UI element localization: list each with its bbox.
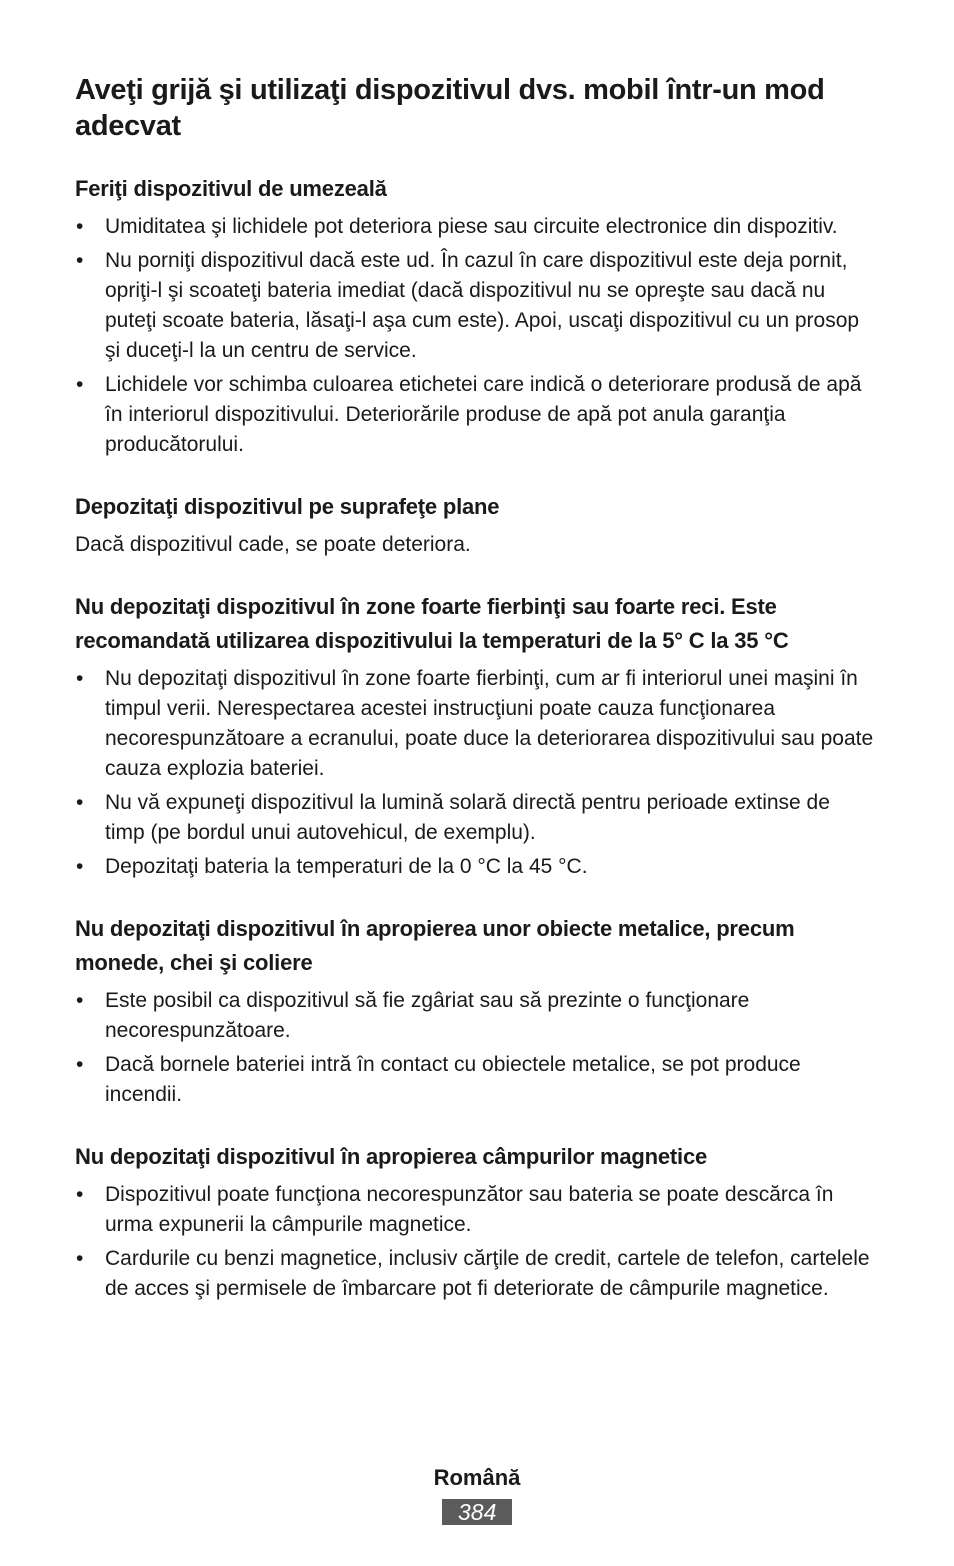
list-item xyxy=(75,788,875,848)
bullet-icon: • xyxy=(76,215,84,238)
bullet-icon: • xyxy=(76,989,84,1012)
list-item-text: Este posibil ca dispozitivul să fie zgâriat sau să prezinte o funcţionare necorespunzătoare. xyxy=(105,989,750,1042)
list-item xyxy=(75,1050,875,1110)
list-item xyxy=(75,212,875,242)
section-temperature xyxy=(75,590,875,882)
list-item-text: Nu vă expuneţi dispozitivul la lumină solară directă pentru perioade extinse de timp (pe bordul unui autovehicul, de exemplu). xyxy=(105,791,830,844)
bullet-icon: • xyxy=(76,791,84,814)
section-heading: Feriţi dispozitivul de umezeală xyxy=(75,176,387,201)
list-item-text: Nu depozitaţi dispozitivul în zone foarte fierbinţi, cum ar fi interiorul unei maşini în timpul verii. Nerespectarea acestei instrucţiuni poate cauza funcţionarea necorespunzătoare a ecranului, poate duce la deteriorarea dispozitivului sau poate cauza explozia bateriei. xyxy=(105,667,874,780)
bullet-icon: • xyxy=(76,249,84,272)
section-moisture xyxy=(75,172,875,460)
page-title: Aveţi grijă şi utilizaţi dispozitivul dvs. mobil într-un mod adecvat xyxy=(75,74,825,142)
list-item xyxy=(75,1244,875,1304)
list-item-text: Dacă bornele bateriei intră în contact cu obiectele metalice, se pot produce incendii. xyxy=(105,1053,801,1106)
list-item-text: Umiditatea şi lichidele pot deteriora piese sau circuite electronice din dispozitiv. xyxy=(105,215,838,238)
list-item xyxy=(75,664,875,784)
bullet-list xyxy=(75,212,875,460)
list-item-text: Cardurile cu benzi magnetice, inclusiv cărţile de credit, cartele de telefon, cartelele de acces şi permisele de îmbarcare pot fi deteriorate de câmpurile magnetice. xyxy=(105,1247,870,1300)
page-number: 384 xyxy=(442,1499,512,1525)
bullet-icon: • xyxy=(76,1183,84,1206)
language-label: Română xyxy=(433,1465,521,1490)
bullet-icon: • xyxy=(76,667,84,690)
section-metal-objects xyxy=(75,912,875,1110)
bullet-icon: • xyxy=(76,1053,84,1076)
bullet-list xyxy=(75,1180,875,1304)
section-heading: Nu depozitaţi dispozitivul în apropierea unor obiecte metalice, precum monede, chei şi coliere xyxy=(75,916,795,975)
list-item-text: Nu porniţi dispozitivul dacă este ud. În cazul în care dispozitivul este deja pornit, opriţi-l şi scoateţi bateria imediat (dacă dispozitivul nu se opreşte sau dacă nu puteţi scoate bateria, lăsaţi-l aşa cum este). Apoi, uscaţi dispozitivul cu un prosop şi duceţi-l la un centru de service. xyxy=(105,249,860,362)
list-item xyxy=(75,370,875,460)
page-footer xyxy=(0,1463,954,1525)
bullet-icon: • xyxy=(76,855,84,878)
list-item xyxy=(75,1180,875,1240)
list-item-text: Dispozitivul poate funcţiona necorespunzător sau bateria se poate descărca în urma expunerii la câmpurile magnetice. xyxy=(105,1183,834,1236)
bullet-icon: • xyxy=(76,1247,84,1270)
list-item xyxy=(75,986,875,1046)
section-heading: Nu depozitaţi dispozitivul în zone foarte fierbinţi sau foarte reci. Este recomandată utilizarea dispozitivului la temperaturi de la 5° C la 35 °C xyxy=(75,594,789,653)
list-item xyxy=(75,852,875,882)
page-content xyxy=(75,72,875,1308)
section-heading: Depozitaţi dispozitivul pe suprafeţe plane xyxy=(75,494,500,519)
list-item-text: Lichidele vor schimba culoarea etichetei care indică o deteriorare produsă de apă în interiorul dispozitivului. Deteriorările produse de apă pot anula garanţia producătorului. xyxy=(105,373,862,456)
section-text: Dacă dispozitivul cade, se poate deteriora. xyxy=(75,533,471,556)
list-item xyxy=(75,246,875,366)
list-item-text: Depozitaţi bateria la temperaturi de la 0 °C la 45 °C. xyxy=(105,855,588,878)
section-magnetic-fields xyxy=(75,1140,875,1304)
bullet-list xyxy=(75,664,875,882)
section-flat-surfaces xyxy=(75,490,875,560)
bullet-icon: • xyxy=(76,373,84,396)
section-heading: Nu depozitaţi dispozitivul în apropierea câmpurilor magnetice xyxy=(75,1144,708,1169)
bullet-list xyxy=(75,986,875,1110)
